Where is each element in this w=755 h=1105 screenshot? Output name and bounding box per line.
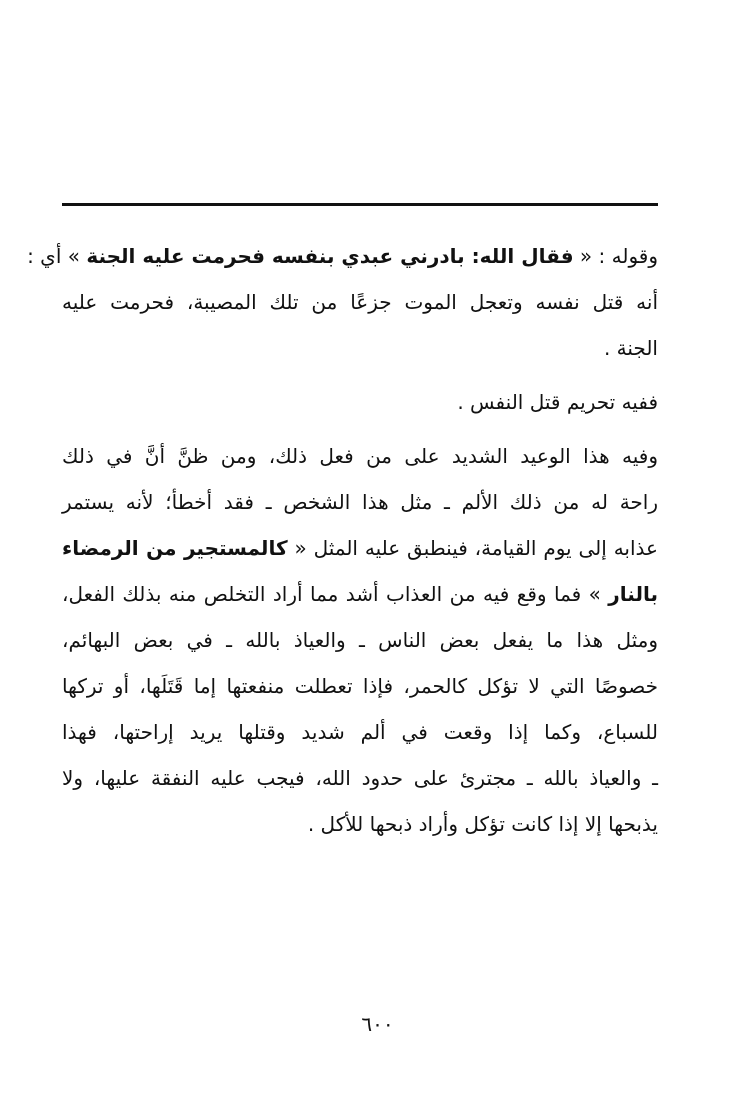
footnote-separator-rule — [62, 203, 658, 206]
text-line: ـ والعياذ بالله ـ مجترئ على حدود الله، فيجب عليه النفقة عليها، ولا — [62, 766, 658, 790]
page-number: ٦٠٠ — [361, 1012, 394, 1036]
text-line — [62, 571, 658, 617]
text-line: ومثل هذا ما يفعل بعض الناس ـ والعياذ بالله ـ في بعض البهائم، — [62, 628, 658, 652]
text-segment: » فما وقع فيه من العذاب أشد مما أراد التخلص منه بذلك الفعل، — [62, 582, 609, 606]
paragraph-2 — [62, 379, 658, 425]
paragraph-3 — [62, 433, 658, 847]
text-line: وفيه هذا الوعيد الشديد على من فعل ذلك، ومن ظنَّ أنَّ في ذلك — [62, 444, 658, 468]
proverb-text: بالنار — [608, 582, 658, 606]
text-line: يذبحها إلا إذا كانت تؤكل وأراد ذبحها للأكل . — [307, 812, 658, 836]
text-line: خصوصًا التي لا تؤكل كالحمر، فإذا تعطلت منفعتها إما قَتَلَها، أو تركها — [62, 674, 658, 698]
text-line — [27, 233, 658, 279]
paragraph-1 — [27, 233, 658, 371]
text-segment: عذابه إلى يوم القيامة، فينطبق عليه المثل « — [287, 536, 658, 560]
text-line: الجنة . — [603, 336, 658, 360]
text-segment: » أي : — [27, 244, 87, 268]
text-line: للسباع، وكما إذا وقعت في ألم شديد وقتلها يريد إراحتها، فهذا — [62, 720, 658, 744]
text-line: أنه قتل نفسه وتعجل الموت جزعًا من تلك المصيبة، فحرمت عليه — [62, 290, 658, 314]
text-line: ففيه تحريم قتل النفس . — [457, 390, 658, 414]
text-line — [62, 525, 658, 571]
quoted-hadith-text: فقال الله: بادرني عبدي بنفسه فحرمت عليه الجنة — [86, 244, 574, 268]
text-segment: وقوله : « — [573, 244, 658, 268]
text-line: راحة له من ذلك الألم ـ مثل هذا الشخص ـ فقد أخطأ؛ لأنه يستمر — [62, 490, 658, 514]
proverb-text: كالمستجير من الرمضاء — [62, 536, 288, 560]
